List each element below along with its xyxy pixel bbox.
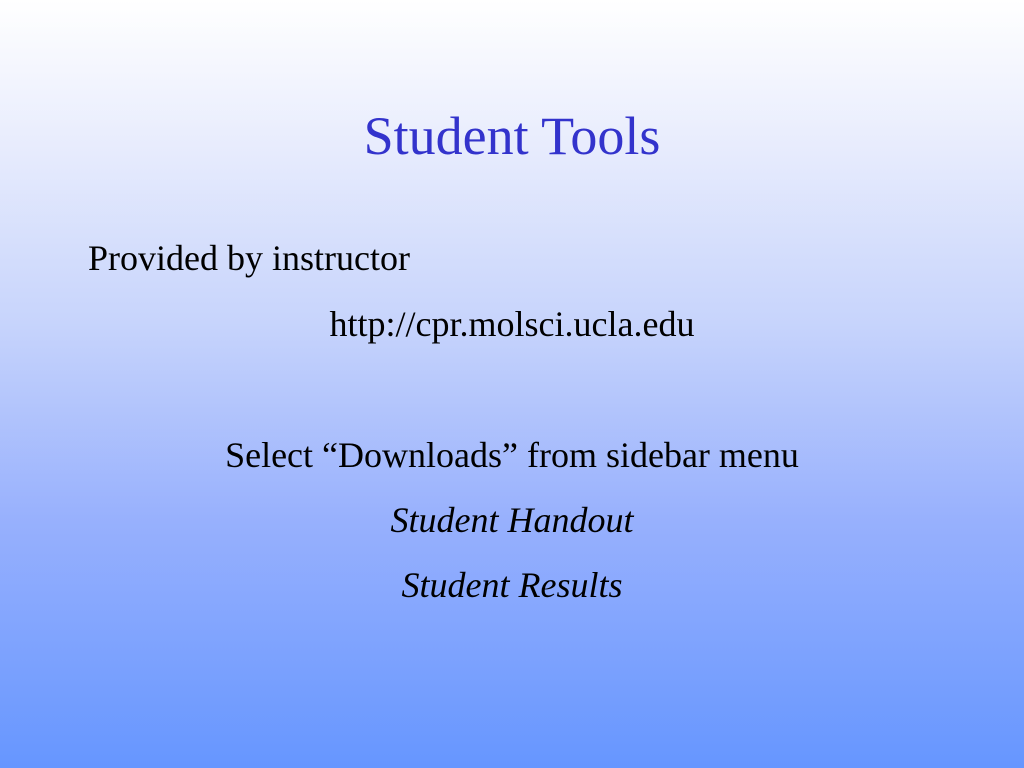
course-url: http://cpr.molsci.ucla.edu: [329, 304, 695, 344]
student-handout-item: Student Handout: [390, 500, 634, 540]
downloads-instruction: Select “Downloads” from sidebar menu: [225, 435, 799, 475]
student-results-item: Student Results: [401, 565, 623, 605]
slide-title: Student Tools: [363, 106, 661, 166]
provided-by-text: Provided by instructor: [88, 238, 410, 278]
